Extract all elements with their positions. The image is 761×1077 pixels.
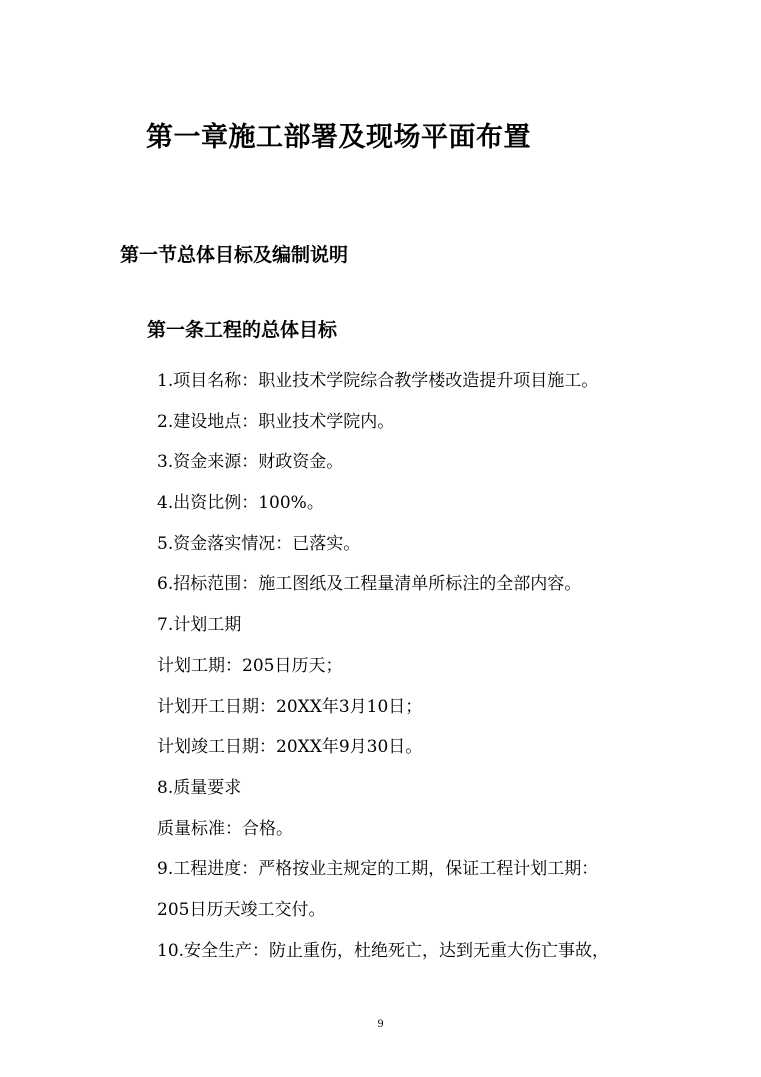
body-line: 4.出资比例：100%。 <box>157 493 324 514</box>
page-number: 9 <box>377 1019 384 1030</box>
body-line: 2.建设地点：职业技术学院内。 <box>157 411 395 432</box>
body-line: 9.工程进度：严格按业主规定的工期，保证工程计划工期： <box>157 859 599 880</box>
body-line: 计划开工日期：20XX年3月10日； <box>157 696 423 717</box>
body-line: 7.计划工期 <box>157 615 242 636</box>
body-line: 1.项目名称：职业技术学院综合教学楼改造提升项目施工。 <box>157 371 599 391</box>
body-line: 质量标准：合格。 <box>157 818 293 839</box>
body-line: 205日历天竣工交付。 <box>157 899 326 920</box>
section-title: 第一节总体目标及编制说明 <box>120 243 349 266</box>
chapter-title: 第一章施工部署及现场平面布置 <box>146 122 531 154</box>
body-line: 计划竣工日期：20XX年9月30日。 <box>157 737 423 758</box>
body-line: 5.资金落实情况：已落实。 <box>157 533 361 554</box>
body-line: 10.安全生产：防止重伤，杜绝死亡，达到无重大伤亡事故， <box>157 940 610 961</box>
body-line: 8.质量要求 <box>157 777 242 798</box>
body-line: 计划工期：205日历天； <box>157 655 343 676</box>
body-line: 3.资金来源：财政资金。 <box>157 452 344 473</box>
article-title: 第一条工程的总体目标 <box>147 319 338 341</box>
body-line: 6.招标范围：施工图纸及工程量清单所标注的全部内容。 <box>157 574 582 595</box>
body-text <box>157 367 609 977</box>
